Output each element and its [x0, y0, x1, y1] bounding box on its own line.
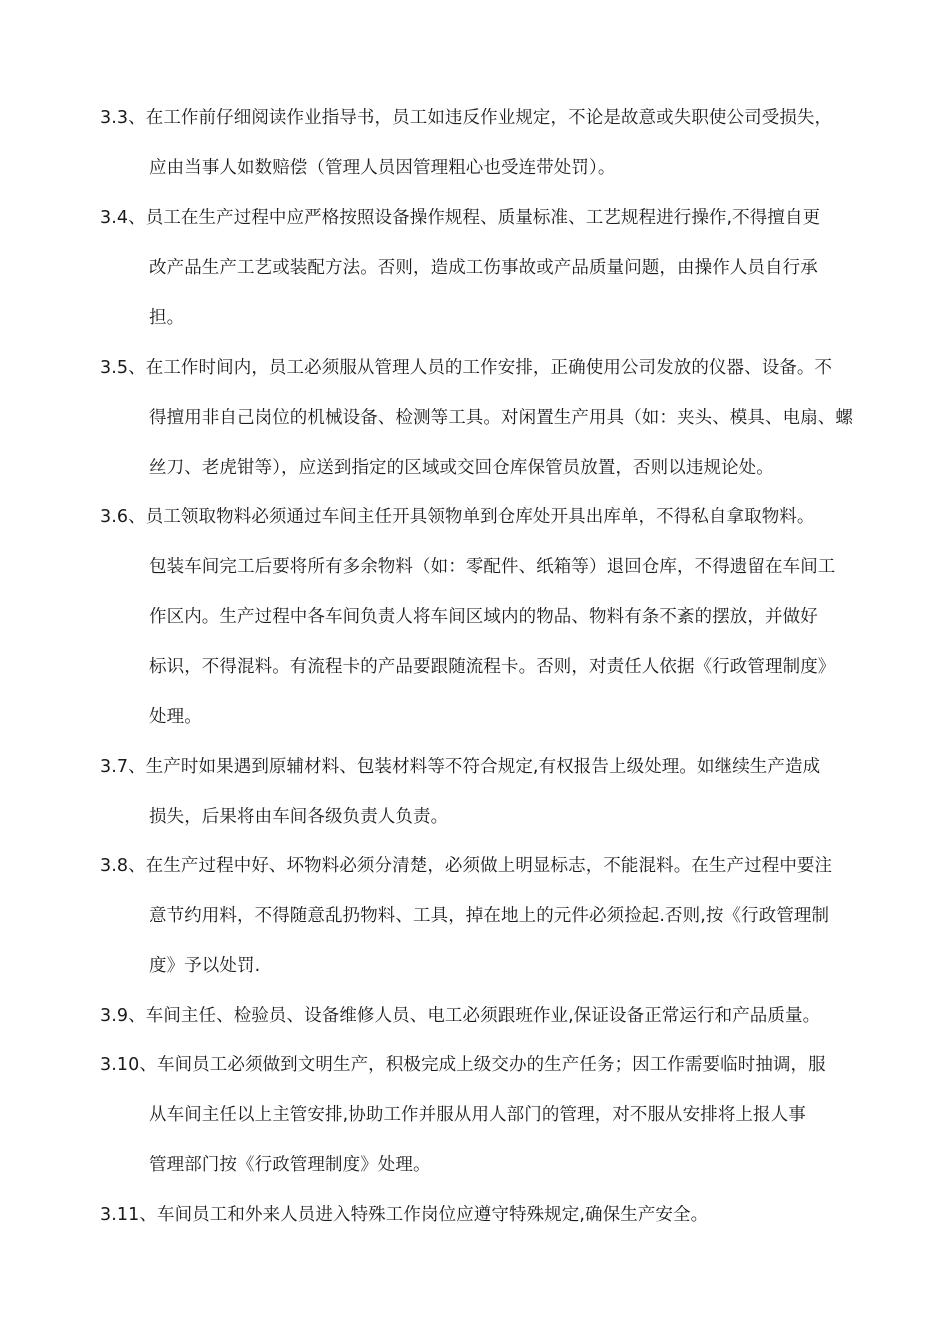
clause-3-10-line-2: 从车间主任以上主管安排,协助工作并服从用人部门的管理，对不服从安排将上报人事 — [149, 1105, 806, 1125]
clause-3-6-line-3: 作区内。生产过程中各车间负责人将车间区域内的物品、物料有条不紊的摆放，并做好 — [149, 607, 818, 627]
clause-3-3-line-2: 应由当事人如数赔偿（管理人员因管理粗心也受连带处罚）。 — [149, 158, 616, 178]
clause-3-10-line-1: 3.10、车间员工必须做到文明生产，积极完成上级交办的生产任务；因工作需要临时抽调，服 — [100, 1055, 826, 1075]
clause-3-10-line-3: 管理部门按《行政管理制度》处理。 — [149, 1155, 431, 1175]
clause-3-6-line-4: 标识，不得混料。有流程卡的产品要跟随流程卡。否则，对责任人依据《行政管理制度》 — [149, 657, 836, 677]
clause-3-4-line-1: 3.4、员工在生产过程中应严格按照设备操作规程、质量标准、工艺规程进行操作,不得擅自更 — [100, 208, 821, 228]
clause-3-11-line-1: 3.11、车间员工和外来人员进入特殊工作岗位应遵守特殊规定,确保生产安全。 — [100, 1205, 709, 1225]
clause-3-4-line-3: 担。 — [149, 308, 185, 328]
clause-3-4-line-2: 改产品生产工艺或装配方法。否则，造成工伤事故或产品质量问题，由操作人员自行承 — [149, 258, 818, 278]
clause-3-9-line-1: 3.9、车间主任、检验员、设备维修人员、电工必须跟班作业,保证设备正常运行和产品质量。 — [100, 1006, 821, 1026]
clause-3-7-line-2: 损失，后果将由车间各级负责人负责。 — [149, 807, 449, 827]
clause-3-5-line-3: 丝刀、老虎钳等），应送到指定的区域或交回仓库保管员放置，否则以违规论处。 — [149, 458, 774, 478]
clause-3-8-line-2: 意节约用料，不得随意乱扔物料、工具，掉在地上的元件必须捡起.否则,按《行政管理制 — [149, 906, 830, 926]
clause-3-5-line-1: 3.5、在工作时间内，员工必须服从管理人员的工作安排，正确使用公司发放的仪器、设备。不 — [100, 358, 833, 378]
clause-3-6-line-2: 包装车间完工后要将所有多余物料（如：零配件、纸箱等）退回仓库，不得遗留在车间工 — [149, 557, 836, 577]
clause-3-6-line-1: 3.6、员工领取物料必须通过车间主任开具领物单到仓库处开具出库单，不得私自拿取物料。 — [100, 507, 815, 527]
clause-3-8-line-1: 3.8、在生产过程中好、坏物料必须分清楚，必须做上明显标志，不能混料。在生产过程中要注 — [100, 856, 833, 876]
clause-3-8-line-3: 度》予以处罚. — [149, 956, 261, 976]
clause-3-5-line-2: 得擅用非自己岗位的机械设备、检测等工具。对闲置生产用具（如：夹头、模具、电扇、螺 — [149, 408, 853, 428]
clause-3-6-line-5: 处理。 — [149, 707, 202, 727]
clause-3-7-line-1: 3.7、生产时如果遇到原辅材料、包装材料等不符合规定,有权报告上级处理。如继续生产造成 — [100, 757, 821, 777]
clause-3-3-line-1: 3.3、在工作前仔细阅读作业指导书，员工如违反作业规定，不论是故意或失职使公司受损失， — [100, 108, 833, 128]
